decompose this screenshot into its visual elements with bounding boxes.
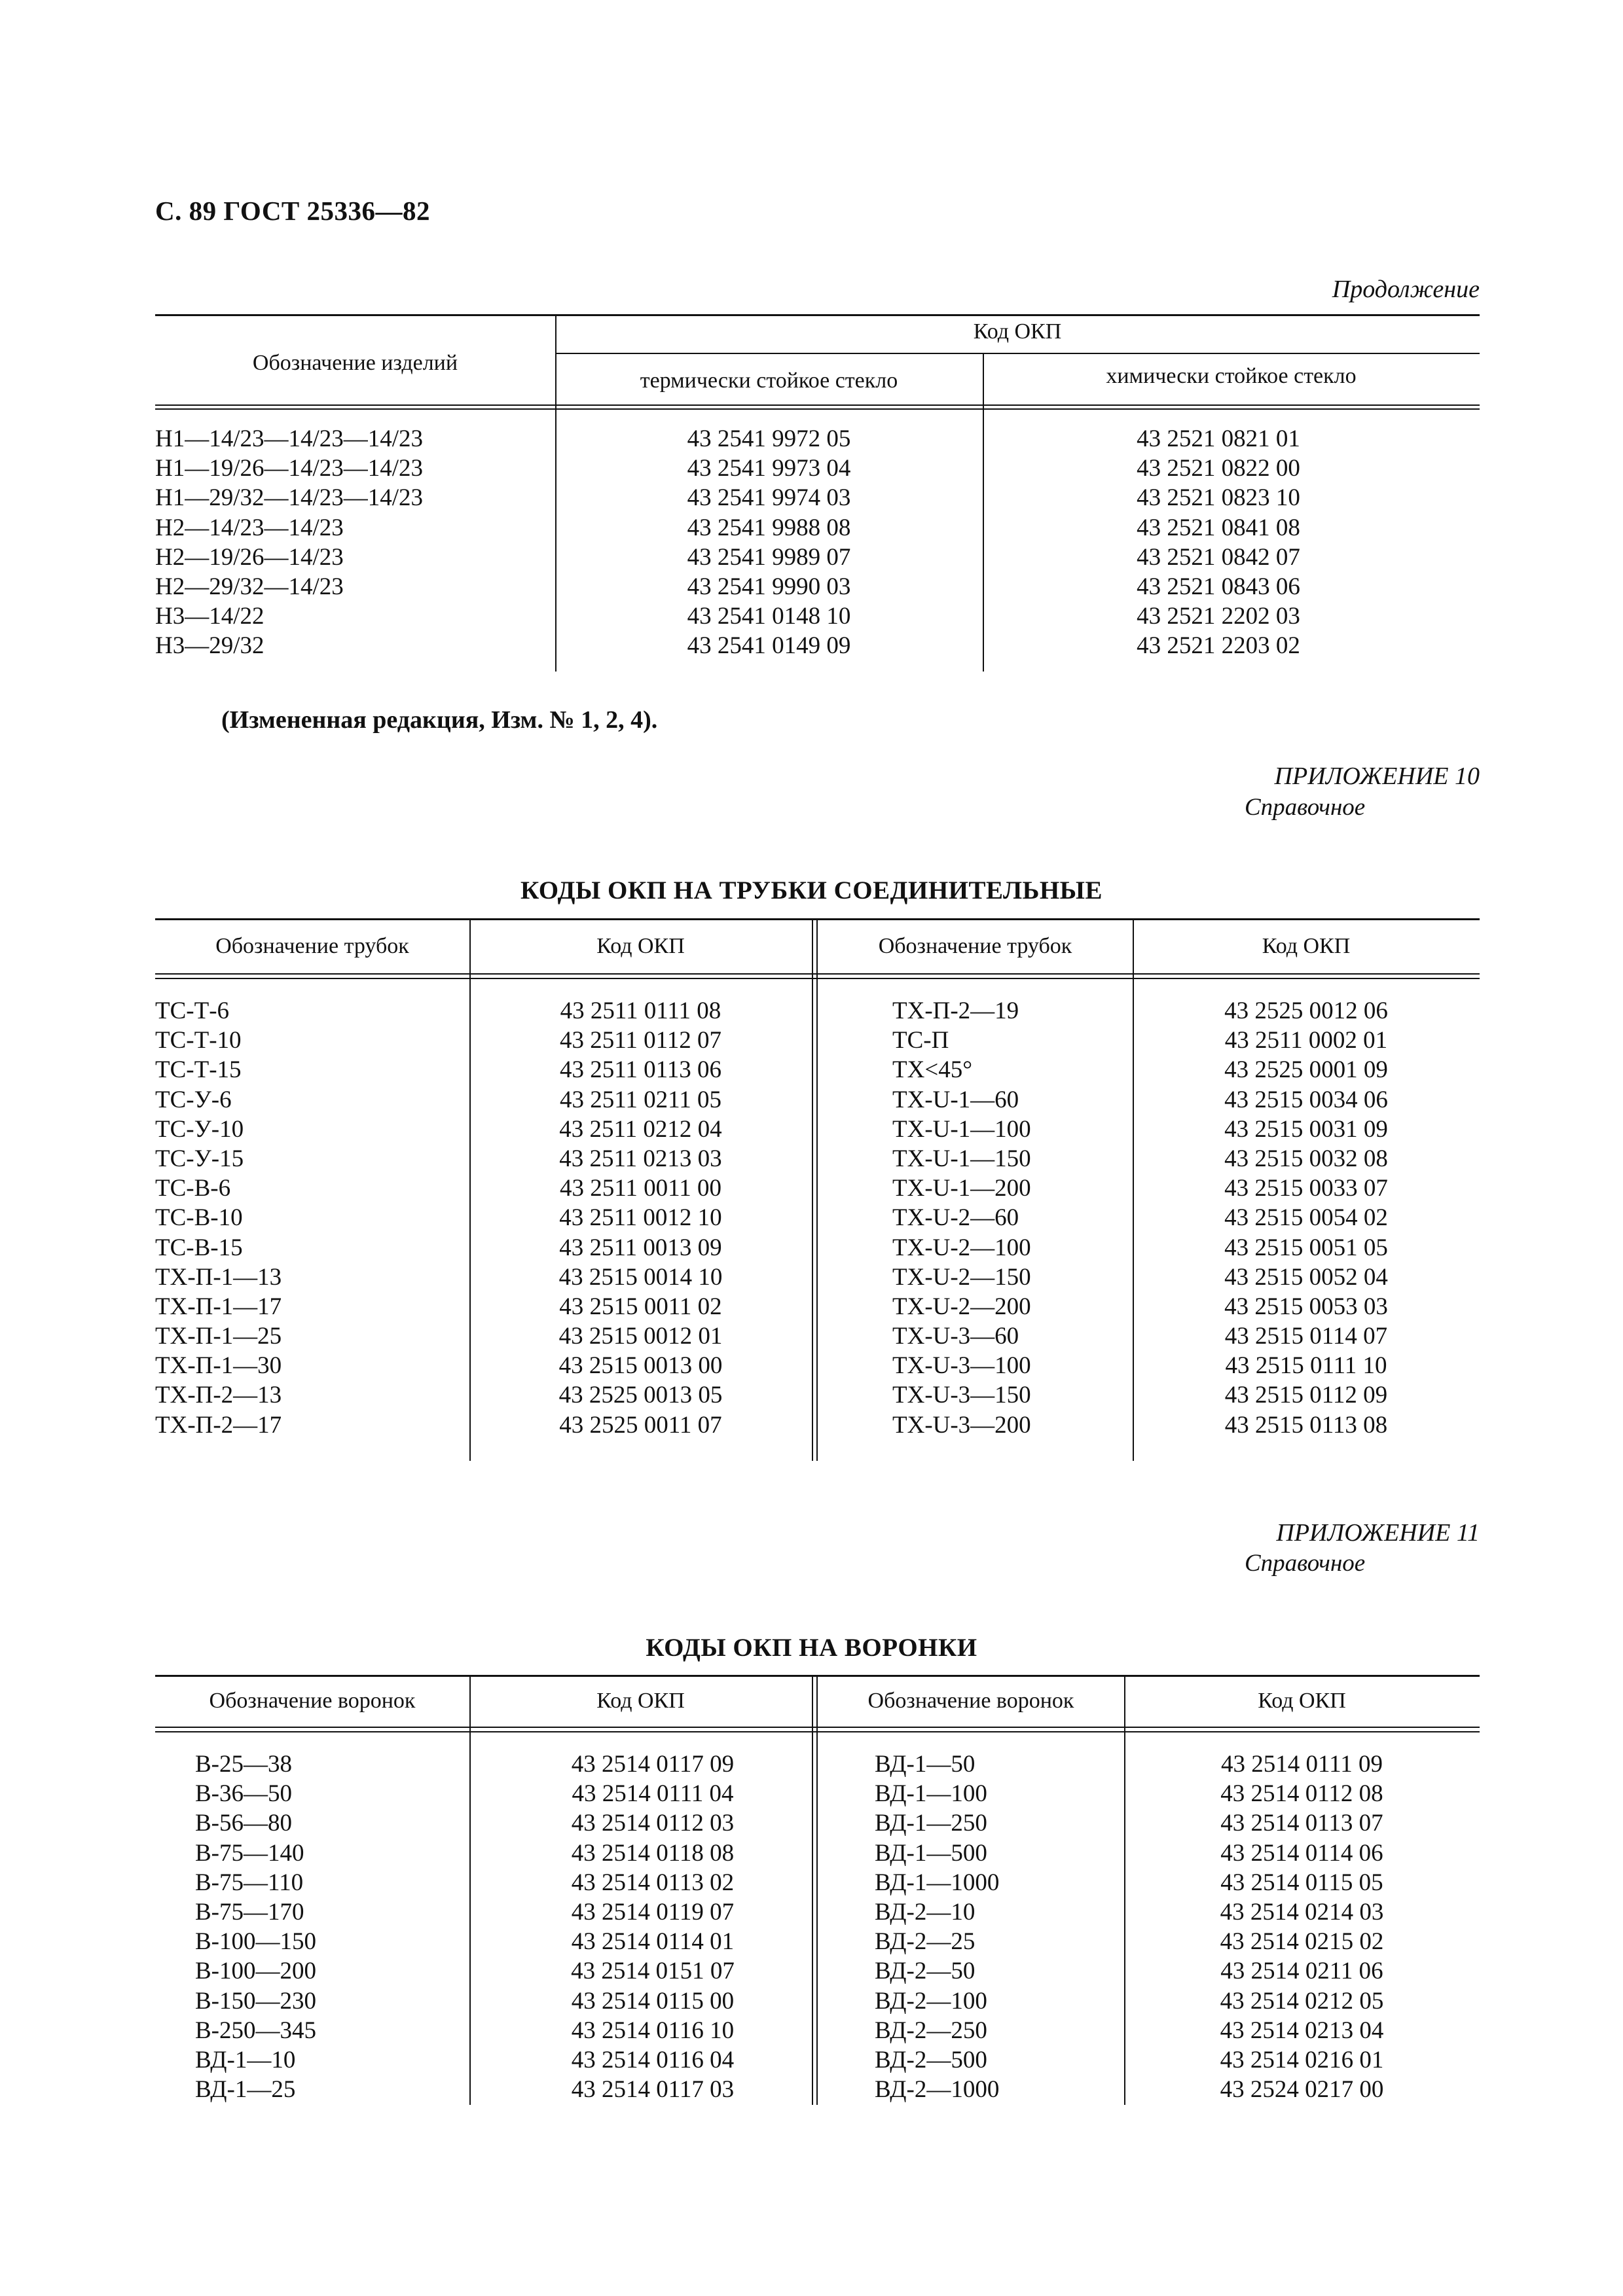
list-item: 43 2515 0114 07 — [1224, 1323, 1388, 1350]
list-item: ТС-Т-6 — [155, 997, 230, 1024]
list-item: 43 2514 0211 06 — [1220, 1958, 1383, 1985]
table2-col-names-right — [892, 996, 1031, 1440]
list-item: ТС-В-10 — [155, 1204, 243, 1232]
list-item: ТХ-U-2—100 — [892, 1234, 1031, 1261]
table-cell: 43 2521 0842 07 — [1137, 543, 1300, 571]
table1-head-thermal: термически стойкое стекло — [640, 368, 898, 393]
table1-col-thermal — [555, 424, 983, 661]
list-item: ТС-В-6 — [155, 1175, 231, 1202]
list-item: ТС-П — [892, 1027, 949, 1054]
table3-head-code-right: Код ОКП — [1258, 1689, 1346, 1713]
list-item: 43 2514 0111 09 — [1220, 1751, 1383, 1778]
list-item: ТХ-U-1—150 — [892, 1145, 1031, 1172]
list-item: В-75—140 — [195, 1839, 304, 1867]
list-item: 43 2514 0215 02 — [1220, 1928, 1384, 1956]
list-item: В-36—50 — [195, 1780, 292, 1808]
list-item: 43 2514 0151 07 — [571, 1958, 735, 1985]
list-item: 43 2511 0111 08 — [560, 997, 721, 1024]
list-item: ВД-1—250 — [875, 1810, 987, 1837]
table3-col-codes-left — [469, 1749, 836, 2104]
list-item: ТХ-П-2—19 — [892, 997, 1019, 1024]
list-item: ТС-У-6 — [155, 1086, 232, 1113]
table-cell: 43 2521 0821 01 — [1137, 425, 1300, 452]
list-item: ВД-1—1000 — [875, 1869, 1000, 1896]
list-item: 43 2514 0116 10 — [571, 2017, 735, 2044]
list-item: 43 2524 0217 00 — [1220, 2076, 1384, 2104]
list-item: ТХ-U-3—150 — [892, 1382, 1031, 1409]
table1-col-chemical — [983, 424, 1454, 661]
table-cell: 43 2521 0841 08 — [1137, 514, 1300, 541]
table2-head-code-left: Код ОКП — [596, 934, 685, 958]
list-item: 43 2514 0212 05 — [1220, 1987, 1384, 2015]
list-item: 43 2515 0011 02 — [559, 1293, 722, 1320]
list-item: 43 2514 0118 08 — [571, 1839, 735, 1867]
list-item: ТХ-U-1—100 — [892, 1115, 1031, 1143]
table3-col-codes-right — [1124, 1749, 1480, 2104]
list-item: 43 2515 0111 10 — [1225, 1352, 1387, 1380]
appendix10-ref: Справочное — [1245, 794, 1366, 821]
appendix11-label: ПРИЛОЖЕНИЕ 11 — [1276, 1519, 1480, 1547]
list-item: В-250—345 — [195, 2017, 316, 2044]
list-item: 43 2511 0012 10 — [559, 1204, 722, 1232]
table-cell: 43 2541 0149 09 — [687, 632, 851, 660]
table1-head-rule-1 — [155, 404, 1480, 406]
list-item: ТС-Т-15 — [155, 1056, 242, 1084]
table-cell: 43 2521 0822 00 — [1137, 455, 1300, 482]
list-item: ТС-У-10 — [155, 1115, 244, 1143]
list-item: 43 2525 0013 05 — [558, 1382, 723, 1409]
list-item: В-56—80 — [195, 1810, 292, 1837]
list-item: ВД-1—10 — [195, 2046, 296, 2073]
list-item: 43 2515 0012 01 — [558, 1323, 723, 1350]
list-item: ВД-1—100 — [875, 1780, 987, 1808]
table2-col-codes-left — [469, 996, 812, 1440]
table-cell: 43 2521 2203 02 — [1137, 632, 1300, 660]
table-cell: 43 2541 9988 08 — [687, 514, 851, 541]
list-item: 43 2511 0213 03 — [559, 1145, 722, 1172]
table3-head-designation-left: Обозначение воронок — [209, 1689, 416, 1713]
list-item: ВД-1—500 — [875, 1839, 987, 1867]
appendix10-label: ПРИЛОЖЕНИЕ 10 — [1274, 762, 1480, 790]
list-item: 43 2525 0001 09 — [1224, 1056, 1388, 1084]
table3-head-code-left: Код ОКП — [596, 1689, 685, 1713]
appendix11-title: КОДЫ ОКП НА ВОРОНКИ — [646, 1634, 977, 1662]
list-item: 43 2515 0031 09 — [1224, 1115, 1388, 1143]
list-item: ТХ-П-2—17 — [155, 1411, 282, 1439]
list-item: 43 2514 0112 03 — [571, 1810, 735, 1837]
table-cell: 43 2541 9973 04 — [687, 455, 851, 482]
list-item: ТХ-П-2—13 — [155, 1382, 282, 1409]
list-item: ТХ-U-2—200 — [892, 1293, 1031, 1320]
list-item: 43 2514 0119 07 — [571, 1898, 735, 1926]
table1-head-code: Код ОКП — [973, 319, 1062, 344]
list-item: ТХ-U-1—60 — [892, 1086, 1019, 1113]
list-item: 43 2514 0113 02 — [571, 1869, 735, 1896]
list-item: В-100—200 — [195, 1958, 316, 1985]
list-item: ВД-2—50 — [875, 1958, 976, 1985]
table3-col-names-left — [195, 1749, 316, 2104]
list-item: 43 2514 0115 00 — [571, 1987, 735, 2015]
table1-col-names — [155, 424, 423, 661]
table-row: Н1—19/26—14/23—14/23 — [155, 455, 424, 482]
list-item: 43 2515 0033 07 — [1224, 1175, 1388, 1202]
table-cell: 43 2521 0823 10 — [1137, 484, 1300, 512]
list-item: ТХ-U-2—150 — [892, 1263, 1031, 1291]
list-item: 43 2515 0113 08 — [1224, 1411, 1388, 1439]
list-item: ТХ-U-3—100 — [892, 1352, 1031, 1380]
table2-vrule-2a — [812, 920, 813, 1461]
continuation-label: Продолжение — [1332, 276, 1480, 303]
table-cell: 43 2541 9990 03 — [687, 573, 851, 600]
table-cell: 43 2541 0148 10 — [687, 603, 851, 630]
table2-head-code-right: Код ОКП — [1262, 934, 1351, 958]
list-item: В-25—38 — [195, 1751, 292, 1778]
appendix11-ref: Справочное — [1245, 1550, 1366, 1577]
list-item: 43 2511 0112 07 — [559, 1027, 721, 1054]
list-item: 43 2514 0113 07 — [1220, 1810, 1383, 1837]
list-item: 43 2515 0032 08 — [1224, 1145, 1388, 1172]
list-item: ВД-2—10 — [875, 1898, 976, 1926]
list-item: ТХ-U-3—60 — [892, 1323, 1019, 1350]
list-item: 43 2514 0112 08 — [1220, 1780, 1383, 1808]
table2-head-designation-left: Обозначение трубок — [215, 934, 409, 958]
list-item: 43 2511 0212 04 — [559, 1115, 722, 1143]
table3-col-names-right — [875, 1749, 999, 2104]
page-header: С. 89 ГОСТ 25336—82 — [155, 196, 431, 226]
list-item: ТХ-П-1—13 — [155, 1263, 282, 1291]
table2-col-names-left — [155, 996, 282, 1440]
list-item: ВД-2—250 — [875, 2017, 987, 2044]
list-item: 43 2525 0012 06 — [1224, 997, 1388, 1024]
table-cell: 43 2521 2202 03 — [1137, 603, 1300, 630]
list-item: ТС-У-15 — [155, 1145, 244, 1172]
table2-col-codes-right — [1133, 996, 1480, 1440]
table2-vrule-2b — [816, 920, 818, 1461]
table-cell: 43 2541 9989 07 — [687, 543, 851, 571]
list-item: ВД-1—25 — [195, 2076, 296, 2104]
list-item: 43 2525 0011 07 — [559, 1411, 722, 1439]
list-item: 43 2511 0113 06 — [559, 1056, 721, 1084]
list-item: 43 2511 0211 05 — [559, 1086, 721, 1113]
table-row: Н2—19/26—14/23 — [155, 543, 344, 571]
list-item: ВД-2—100 — [875, 1987, 987, 2015]
list-item: ТХ-U-2—60 — [892, 1204, 1019, 1232]
list-item: ТХ-П-1—17 — [155, 1293, 282, 1320]
list-item: ВД-1—50 — [875, 1751, 976, 1778]
amendment-note: (Измененная редакция, Изм. № 1, 2, 4). — [221, 706, 658, 734]
list-item: ТХ-U-3—200 — [892, 1411, 1031, 1439]
table1-subhead-rule — [555, 353, 1480, 354]
list-item: ВД-2—500 — [875, 2046, 987, 2073]
table-cell: 43 2521 0843 06 — [1137, 573, 1300, 600]
list-item: 43 2515 0052 04 — [1224, 1263, 1388, 1291]
list-item: 43 2514 0117 03 — [571, 2076, 735, 2104]
list-item: ВД-2—25 — [875, 1928, 976, 1956]
list-item: ТХ-П-1—30 — [155, 1352, 282, 1380]
list-item: 43 2514 0117 09 — [571, 1751, 735, 1778]
list-item: 43 2515 0112 09 — [1224, 1382, 1388, 1409]
list-item: 43 2515 0013 00 — [558, 1352, 723, 1380]
list-item: 43 2511 0011 00 — [559, 1175, 721, 1202]
list-item: 43 2514 0111 04 — [572, 1780, 734, 1808]
table-row: Н2—29/32—14/23 — [155, 573, 344, 600]
list-item: 43 2514 0114 06 — [1220, 1839, 1383, 1867]
list-item: 43 2511 0013 09 — [559, 1234, 722, 1261]
list-item: 43 2514 0214 03 — [1220, 1898, 1384, 1926]
table1-head-designation: Обозначение изделий — [252, 351, 458, 375]
list-item: ТХ<45° — [892, 1056, 972, 1084]
table1-head-rule-2 — [155, 408, 1480, 410]
table1-head-chemical: химически стойкое стекло — [1106, 364, 1357, 388]
list-item: 43 2515 0054 02 — [1224, 1204, 1388, 1232]
list-item: 43 2515 0014 10 — [558, 1263, 723, 1291]
table-row: Н2—14/23—14/23 — [155, 514, 344, 541]
list-item: 43 2514 0216 01 — [1220, 2046, 1384, 2073]
table-row: Н1—14/23—14/23—14/23 — [155, 425, 424, 452]
table-cell: 43 2541 9972 05 — [687, 425, 851, 452]
list-item: 43 2511 0002 01 — [1224, 1027, 1388, 1054]
list-item: В-75—170 — [195, 1898, 304, 1926]
list-item: ТХ-П-1—25 — [155, 1323, 282, 1350]
table-cell: 43 2541 9974 03 — [687, 484, 851, 512]
appendix10-title: КОДЫ ОКП НА ТРУБКИ СОЕДИНИТЕЛЬНЫЕ — [520, 876, 1103, 905]
list-item: В-100—150 — [195, 1928, 316, 1956]
list-item: ТС-В-15 — [155, 1234, 243, 1261]
list-item: 43 2514 0114 01 — [571, 1928, 735, 1956]
list-item: В-75—110 — [195, 1869, 304, 1896]
list-item: 43 2515 0053 03 — [1224, 1293, 1388, 1320]
list-item: 43 2515 0034 06 — [1224, 1086, 1388, 1113]
table-row: Н3—14/22 — [155, 603, 264, 630]
table2-head-designation-right: Обозначение трубок — [878, 934, 1072, 958]
list-item: В-150—230 — [195, 1987, 316, 2015]
list-item: 43 2515 0051 05 — [1224, 1234, 1388, 1261]
list-item: 43 2514 0213 04 — [1220, 2017, 1384, 2044]
table3-head-designation-right: Обозначение воронок — [867, 1689, 1074, 1713]
table1-top-rule — [155, 314, 1480, 316]
list-item: 43 2514 0116 04 — [571, 2046, 735, 2073]
table-row: Н3—29/32 — [155, 632, 264, 660]
list-item: 43 2514 0115 05 — [1220, 1869, 1383, 1896]
list-item: ТС-Т-10 — [155, 1027, 242, 1054]
table-row: Н1—29/32—14/23—14/23 — [155, 484, 424, 512]
list-item: ВД-2—1000 — [875, 2076, 1000, 2104]
list-item: ТХ-U-1—200 — [892, 1175, 1031, 1202]
